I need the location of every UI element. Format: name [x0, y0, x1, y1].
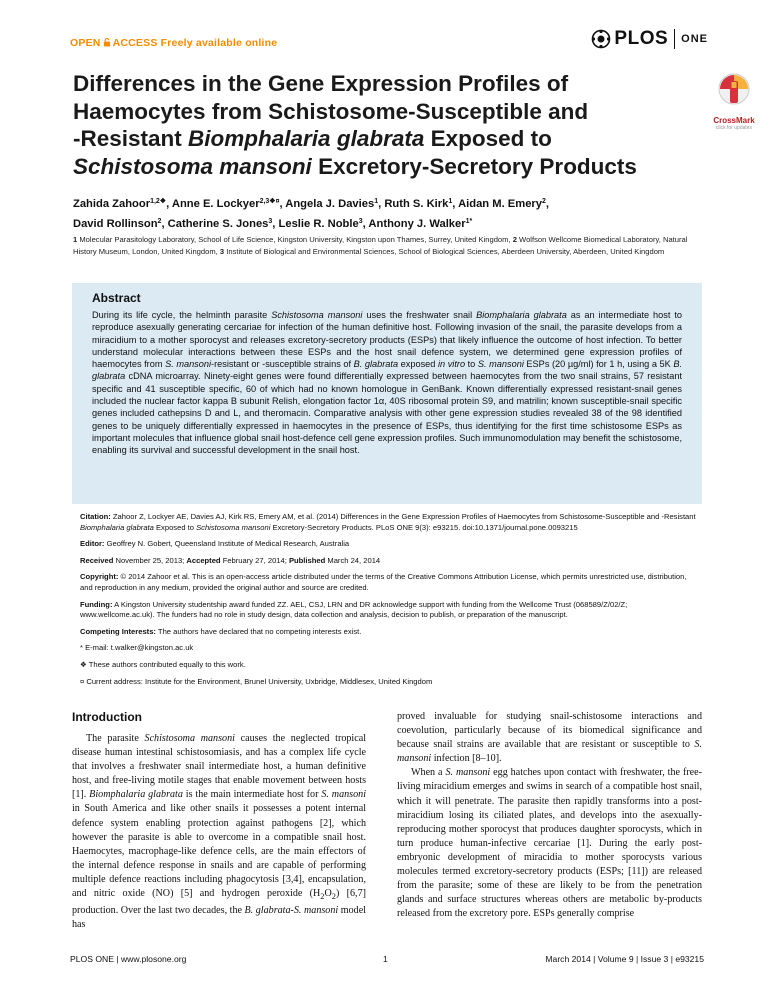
citation-ital-2: Schistosoma mansoni: [196, 522, 271, 532]
intro-paragraph-1: [72, 732, 366, 932]
introduction-heading: Introduction: [72, 710, 142, 724]
abstract-box: [72, 283, 702, 504]
c1-seg-c: is the main intermediate host for: [182, 789, 322, 801]
citation-seg-3: Excretory-Secretory Products. PLoS ONE 9(3): e93215. doi:10.1371/journal.pone.0093215: [270, 522, 578, 532]
citation-seg-1: Zahoor Z, Lockyer AE, Davies AJ, Kirk RS, Emery AM, et al. (2014) Differences in the Gene Expression Profiles of Haemocytes from Schistosome-Susceptible and -Resistant: [110, 512, 696, 521]
title-line-3: [73, 125, 693, 153]
copyright: [80, 572, 696, 593]
abs-seg-5: exposed: [398, 359, 438, 370]
affiliations: [73, 234, 703, 257]
body-column-left: [72, 710, 366, 932]
author-3-sup: 1: [374, 198, 379, 205]
published-value: March 24, 2014: [325, 555, 381, 565]
title-line-3-end: Exposed to: [424, 126, 552, 151]
oa-free-label: Freely available online: [160, 37, 278, 49]
author-comma: ,: [545, 198, 550, 210]
article-metadata: [80, 512, 696, 693]
author-2-sup: 2,3❖¤: [259, 198, 280, 205]
title-line-2: Haemocytes from Schistosome-Susceptible and: [73, 98, 589, 124]
body-column-right: [397, 710, 702, 921]
logo-divider: [674, 29, 675, 49]
author-7: , Catherine S. Jones: [161, 218, 269, 230]
crossmark-label: CrossMark: [713, 116, 755, 125]
footer-issue: March 2014 | Volume 9 | Issue 3 | e93215: [545, 954, 704, 964]
abs-seg-6: to: [465, 359, 478, 370]
title-line-1: Differences in the Gene Expression Profiles of: [73, 71, 569, 96]
corresponding-mark: *: [469, 218, 473, 225]
funding-value: A Kingston University studentship award funded ZZ. AEL, CSJ, LRN and DR acknowledge support with funding from the Wellcome Trust (068589/Z/02/Z; www.wellcome.ac.uk). The funders had no role in study design, data collection and analysis, decision to publish, or preparation of the manuscript.: [80, 599, 628, 620]
plos-logo-icon: [591, 29, 611, 49]
author-3: , Angela J. Davies: [279, 198, 375, 210]
received-value: November 25, 2013;: [113, 555, 187, 565]
affil-2: Wolfson Wellcome Biomedical Laboratory, Natural History Museum, London, United Kingdom,: [73, 235, 688, 256]
competing-interests: [80, 627, 696, 638]
c1-seg-e: O: [324, 888, 332, 900]
plos-wordmark: PLOS: [614, 28, 669, 49]
citation-ital-1: Biomphalaria glabrata: [80, 522, 154, 532]
plos-one-logo[interactable]: [591, 28, 708, 50]
c1-sub-2: 2: [331, 892, 336, 902]
equal-contribution: ❖ These authors contributed equally to this work.: [80, 659, 246, 669]
crossmark-sub: click for updates: [715, 125, 753, 131]
abs-seg-8: cDNA microarray. Ninety-eight genes were found differentially expressed between haemocytes from the two snail strains, 57 resistant specific and 41 susceptible specific, 60 of which had no known homologue in GenBank. Known differentially expressed resistant-snail genes included the nuclear factor kappa B subunit Relish, elongation factor 1α, 40S ribosomal protein S9, and matrilin; known susceptible-snail specific genes included cathepsins D and L, and theromacin. Comparative analysis with other gene expression studies revealed 38 of the 98 identified genes to be uniquely differentially expressed in haemocytes in the presence of ESPs, thus identifying for the first time schistosome ESPs as important molecules that influence global snail host-defence cell gene expression profiles. Such immunomodulation may benefit the schistosome, enabling its survival and successful development in the snail host.: [92, 371, 682, 456]
intro-paragraph-2: [397, 766, 702, 921]
abs-ital-2: Biomphalaria glabrata: [476, 310, 567, 320]
accepted-value: February 27, 2014;: [220, 555, 289, 565]
c1-ital-1: Schistosoma mansoni: [144, 733, 235, 744]
oa-access-label: ACCESS: [112, 37, 158, 49]
title-species-2: Schistosoma mansoni: [73, 153, 312, 179]
author-1: Zahida Zahoor: [73, 198, 151, 210]
author-6-sup: 2: [157, 218, 162, 225]
citation-seg-2: Exposed to: [153, 522, 197, 532]
funding-label: Funding:: [80, 599, 113, 609]
title-line-4-end: Excretory-Secretory Products: [311, 153, 637, 179]
c1-ital-2: Biomphalaria glabrata: [89, 789, 183, 801]
citation-label: Citation:: [80, 512, 111, 521]
abs-ital-7: B. glabrata: [92, 359, 683, 382]
editor: [80, 539, 696, 550]
abstract-text: [92, 309, 682, 457]
author-7-sup: 3: [268, 218, 273, 225]
editor-value: Geoffrey N. Gobert, Queensland Institute of Medical Research, Australia: [104, 539, 350, 549]
author-1-sup: 1,2❖: [150, 198, 167, 205]
abs-seg-2: uses the freshwater snail: [362, 310, 477, 320]
accepted-label: Accepted: [186, 555, 221, 565]
dates: [80, 556, 696, 567]
title-line-3-start: -Resistant: [73, 126, 189, 151]
abstract-heading: Abstract: [92, 291, 141, 305]
author-9-sup: 1: [465, 218, 470, 225]
email-link[interactable]: * E-mail: t.walker@kingston.ac.uk: [80, 643, 194, 653]
footer-journal[interactable]: PLOS ONE | www.plosone.org: [70, 954, 187, 964]
abs-ital-4: B. glabrata: [353, 359, 399, 370]
author-4-sup: 1: [448, 198, 453, 205]
c1-seg-a: The parasite: [86, 733, 145, 744]
editor-label: Editor:: [80, 539, 105, 549]
c2-seg-a: proved invaluable for studying snail-schistosome interactions and coevolution, particularly because of its biomedical significance and because snail strains are available that are resistant or susceptible to: [397, 711, 702, 751]
abs-seg-7: ESPs (20 µg/ml) for 1 h, using a 5K: [523, 359, 674, 370]
affil-2-num: 2: [512, 235, 517, 244]
author-2: , Anne E. Lockyer: [166, 198, 260, 210]
c1-ital-4: B. glabrata-S. mansoni: [244, 905, 339, 917]
abs-seg-3: as an intermediate host to reproduce asexually generating cercariae for infection of the human definitive host. Following invasion of the snail, the parasite develops from a miracidium to a mother sporocyst and releases excretory-secretory products (ESPs) that likely influence the outcome of host infection. To better understand molecular interactions between these ESPs and the host snail defence system, we determined gene expression profiles of haemocytes from: [92, 310, 683, 370]
received-label: Received: [80, 555, 114, 565]
funding: [80, 600, 696, 621]
c2-p2-seg-b: egg hatches upon contact with freshwater, the free-living miracidium emerges and swims in search of a compatible host snail, which it will penetrate. The parasite then rapidly transforms into a post-miracidium losing its ciliated plates, and develops into the asexually-reproducing mother sporocyst that produces daughter sporocysts, which in turn produce human-infective cercariae [1]. During the early post-embryonic development of miracidia to mother sporocysts various molecules termed excretory-secretory products (ESPs; [11]) are released from the parasite; some of these are likely to be from the penetration glands and surface structures whereas others are metabolic by-products released from the excretory pore. ESPs generally comprise: [397, 767, 702, 920]
affil-1-num: 1: [73, 235, 78, 244]
abs-ital-6: S. mansoni: [477, 359, 524, 370]
c1-ital-3: S. mansoni: [321, 789, 367, 801]
open-access-banner: [70, 37, 277, 49]
crossmark-badge[interactable]: [708, 72, 760, 131]
c1-sub-1: 2: [320, 892, 325, 902]
abs-ital-5: in vitro: [437, 359, 466, 370]
c2-p2-seg-a: When a: [411, 767, 446, 779]
affil-3-num: 3: [219, 246, 225, 256]
abs-ital-3: S. mansoni: [165, 359, 212, 370]
author-6: David Rollinson: [73, 218, 158, 230]
author-4: , Ruth S. Kirk: [378, 198, 449, 210]
page-number: 1: [383, 954, 388, 964]
copyright-value: © 2014 Zahoor et al. This is an open-access article distributed under the terms of the Creative Commons Attribution License, which permits unrestricted use, distribution, and reproduction in any medium, provided the original author and source are credited.: [80, 572, 687, 592]
citation: [80, 512, 696, 533]
title-line-4: [73, 153, 693, 181]
abs-seg-4: -resistant or -susceptible strains of: [211, 359, 354, 370]
author-5-sup: 2: [542, 198, 546, 205]
c2-seg-b: infection [8–10].: [431, 753, 502, 765]
intro-paragraph-1-cont: [397, 710, 702, 766]
current-address: ¤ Current address: Institute for the Environment, Brunel University, Uxbridge, Middlesex, United Kingdom: [80, 676, 433, 686]
published-label: Published: [288, 555, 326, 565]
copyright-label: Copyright:: [80, 572, 119, 582]
affil-3: Institute of Biological and Environmental Sciences, School of Biological Sciences, Aberdeen University, Aberdeen, United Kingdom: [224, 246, 665, 256]
abs-ital-1: Schistosoma mansoni: [271, 310, 363, 320]
oa-open-label: OPEN: [70, 37, 101, 49]
title-species-1: Biomphalaria glabrata: [188, 126, 425, 151]
author-8-sup: 3: [358, 218, 363, 225]
c1-seg-b: causes the neglected tropical disease human intestinal schistosomiasis, and has a complex life cycle that involves a freshwater snail intermediate host, a human definitive host, and free-living motile stages that enable movement between hosts [1].: [72, 733, 366, 801]
crossmark-icon: [717, 72, 751, 110]
author-list: [73, 193, 703, 233]
c1-seg-f: ) [6,7] production. Over the last two decades, the: [72, 888, 366, 917]
article-title: [73, 70, 693, 180]
c1-seg-d: in South America and like other snails it possesses a potent internal defence system enabling protection against pathogens [2], which however the parasite is able to overcome in a compatible snail host. Haemocytes, macrophage-like defence cells, are the main effectors of the internal defence response in snails and are capable of performing multiple defence reactions including phagocytosis [3,4], encapsulation, and nitric oxide (NO) [5] and hydrogen peroxide (H: [72, 803, 366, 900]
author-5: , Aidan M. Emery: [452, 198, 542, 210]
c1-seg-g: model has: [72, 905, 366, 931]
competing-label: Competing Interests:: [80, 626, 156, 636]
author-8: , Leslie R. Noble: [272, 218, 359, 230]
c2-ital-1: S. mansoni: [397, 739, 702, 765]
competing-value: The authors have declared that no competing interests exist.: [155, 626, 362, 636]
journal-name: ONE: [681, 33, 708, 45]
c2-p2-ital: S. mansoni: [445, 767, 491, 779]
author-9: , Anthony J. Walker: [362, 218, 466, 230]
open-lock-icon: [103, 38, 111, 47]
abs-seg-1: During its life cycle, the helminth parasite: [92, 310, 272, 320]
affil-1: Molecular Parasitology Laboratory, School of Life Science, Kingston University, Kingston upon Thames, Surrey, United Kingdom,: [77, 235, 513, 244]
